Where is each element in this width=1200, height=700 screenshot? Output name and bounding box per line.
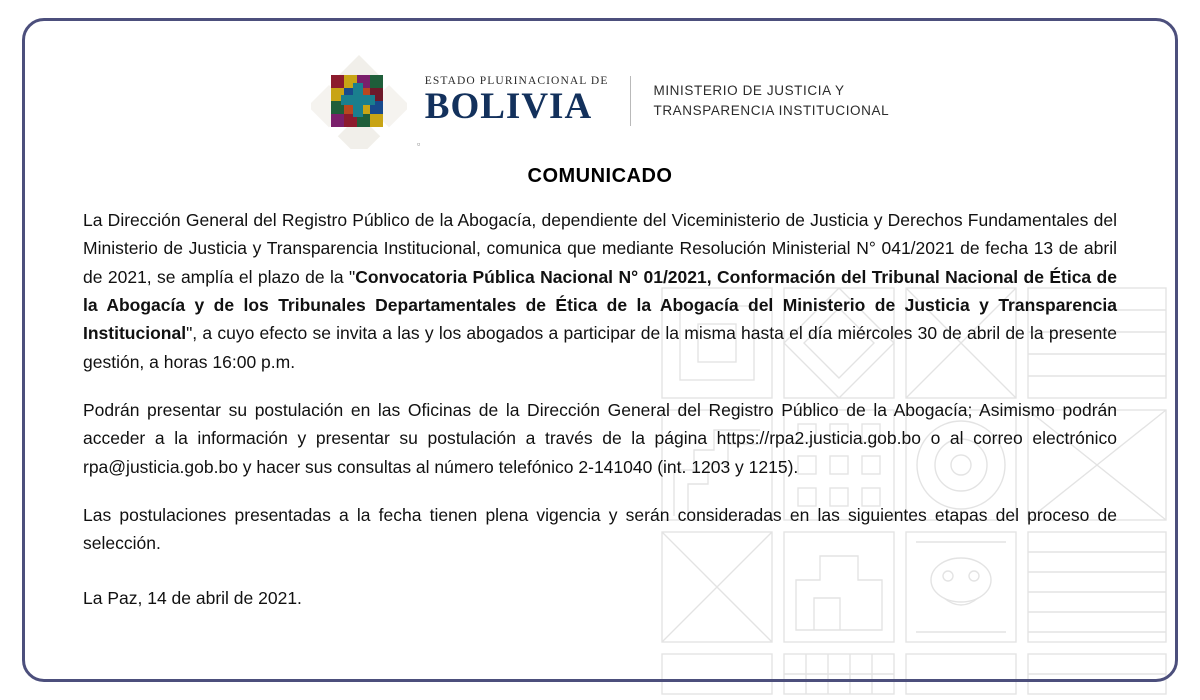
state-line: ESTADO PLURINACIONAL DE [424,75,609,88]
paragraph-1-tail: ", a cuyo efecto se invita a las y los abogados a participar de la misma hasta el día miércoles 30 de abril de la presente gestión, a horas 16:00 p.m. [83,323,1117,372]
ministry-name [653,81,889,120]
paragraph-1 [83,206,1117,376]
signoff-line: La Paz, 14 de abril de 2021. [83,587,302,608]
page-title: COMUNICADO [527,165,673,187]
paragraph-3: Las postulaciones presentadas a la fecha tienen plena vigencia y serán consideradas en las siguientes etapas del proceso de selección. [83,505,1117,554]
country-name: BOLIVIA [424,85,593,127]
ministry-line-1: MINISTERIO DE JUSTICIA Y [653,83,845,99]
brand-block [425,76,889,125]
wiphala-emblem-icon [311,53,407,149]
header-divider [630,76,631,125]
registration-mark: ▫ [417,139,421,149]
document-header [83,53,1117,149]
document-frame [22,18,1178,682]
paragraph-1-emphasis: Convocatoria Pública Nacional N° 01/2021, Conformación del Tribunal Nacional de Ética de la Abogacía y de los Tribunales Departamentales de Ética de la Abogacía del Ministerio de Justicia y Transparencia Institucional [83,266,1117,344]
paragraph-1-lead: La Dirección General del Registro Público de la Abogacía, dependiente del Viceministerio de Justicia y Derechos Fundamentales del Ministerio de Justicia y Transparencia Institucional, comunica que mediante Resolución Ministerial N° 041/2021 de fecha 13 de abril de 2021, se amplía el plazo de la " [83,210,1117,287]
ministry-line-2: TRANSPARENCIA INSTITUCIONAL [653,102,890,118]
country-brand [425,76,609,125]
paragraph-2: Podrán presentar su postulación en las Oficinas de la Dirección General del Registro Público de la Abogacía; Asimismo podrán acceder a la información y presentar su postulación a través de la página https://rpa2.justicia.gob.bo o al correo electrónico rpa@justicia.gob.bo y hacer sus consultas al número telefónico 2-141040 (int. 1203 y 1215). [83,400,1117,477]
